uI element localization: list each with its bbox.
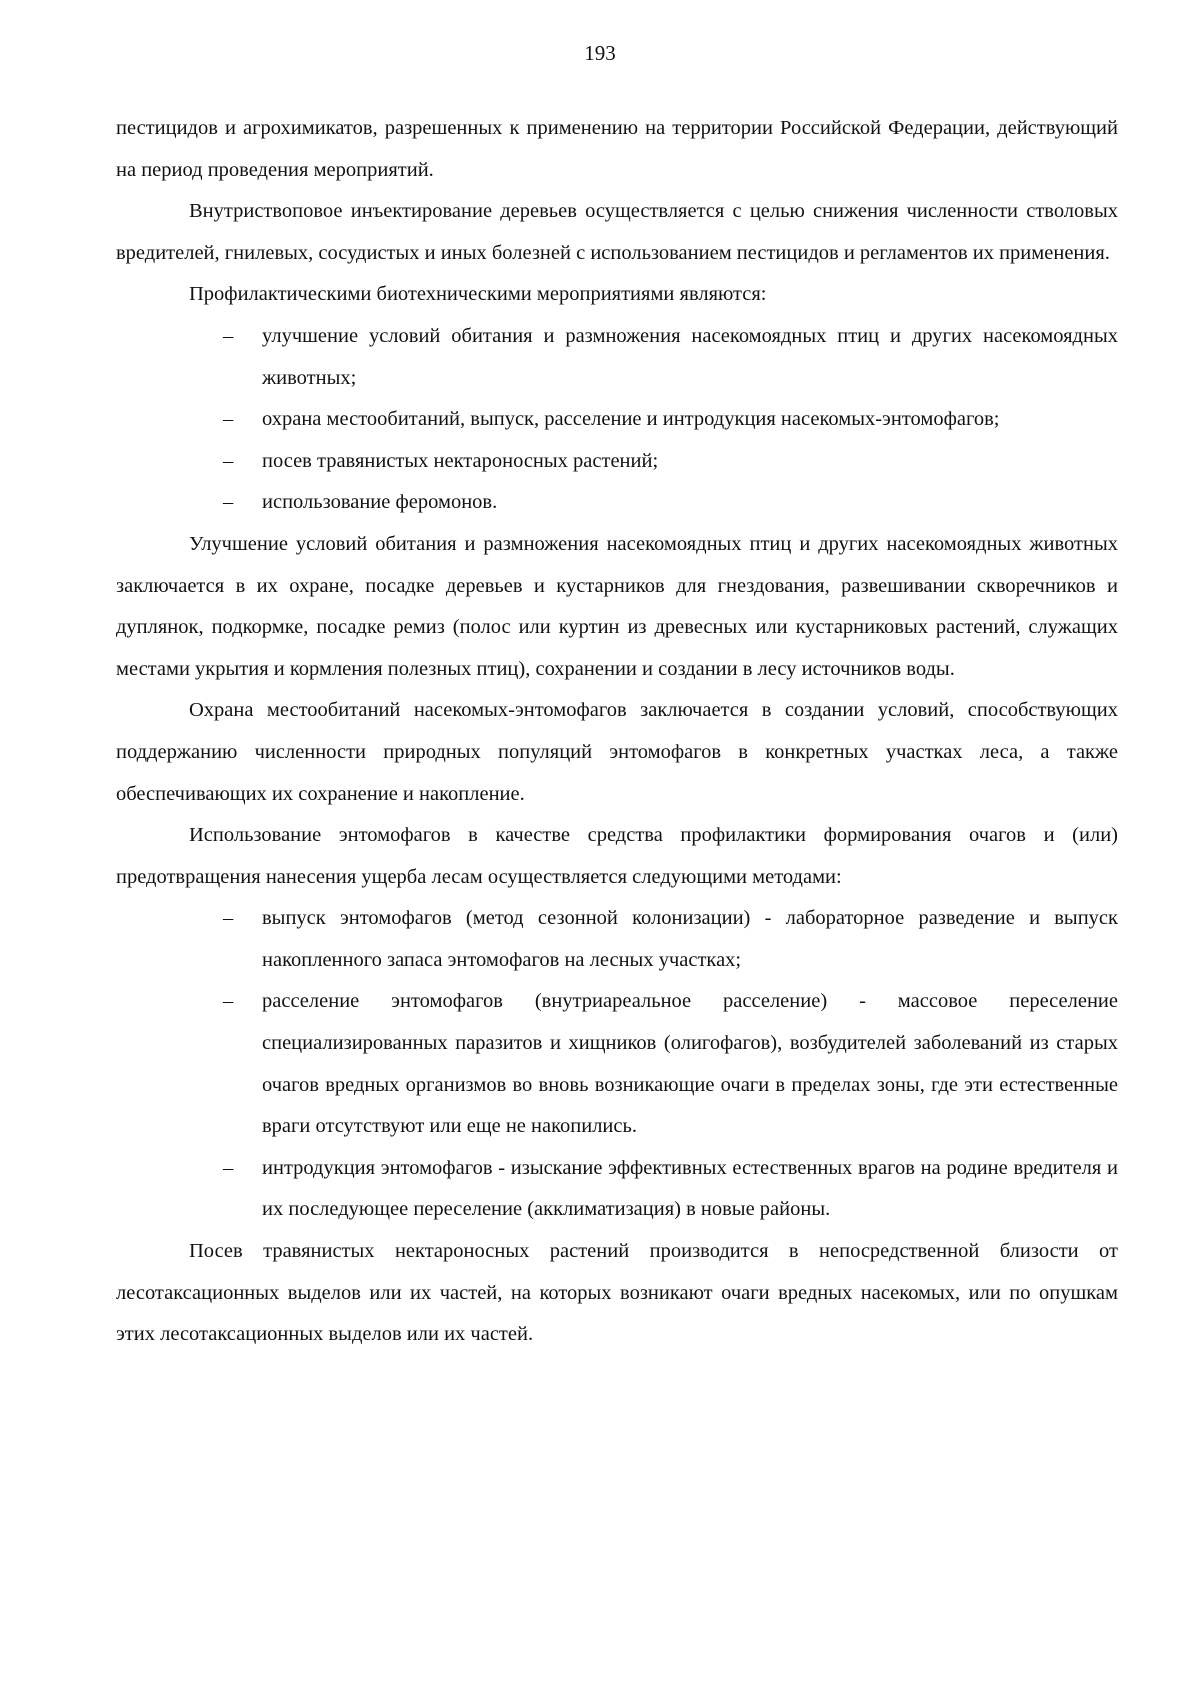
paragraph: Посев травянистых нектароносных растений производится в непосредственной близости от лесотаксационных выделов или их частей, на которых возникают очаги вредных насекомых, или по опушкам этих лесотаксационных выделов или их частей.	[116, 1240, 1118, 1346]
paragraph: Улучшение условий обитания и размножения насекомоядных птиц и других насекомоядных животных заключается в их охране, посадке деревьев и кустарников для гнездования, развешивании скворечников и дуплянок, подкормке, посадке ремиз (полос или куртин из древесных или кустарниковых растений, служащих местами укрытия и кормления полезных птиц), сохранении и создании в лесу источников воды.	[116, 532, 1118, 680]
page-body	[116, 108, 1118, 1356]
list-item-text: улучшение условий обитания и размножения насекомоядных птиц и других насекомоядных животных;	[262, 324, 1118, 389]
dash-marker: –	[223, 1156, 234, 1179]
paragraph: Профилактическими биотехническими мероприятиями являются:	[189, 283, 767, 306]
dash-marker: –	[223, 324, 234, 347]
list-item	[116, 482, 1118, 524]
dash-marker: –	[223, 907, 234, 930]
dash-marker: –	[223, 491, 234, 514]
list-item	[116, 898, 1118, 981]
paragraph: Внутриствоповое инъектирование деревьев осуществляется с целью снижения численности стволовых вредителей, гнилевых, сосудистых и иных болезней с использованием пестицидов и регламентов их применения.	[116, 200, 1118, 264]
list-item-text: использование феромонов.	[262, 491, 498, 514]
list-item-text: выпуск энтомофагов (метод сезонной колонизации) - лабораторное разведение и выпуск накопленного запаса энтомофагов на лесных участках;	[262, 907, 1118, 971]
dash-marker: –	[223, 990, 234, 1013]
list-item	[116, 1148, 1118, 1231]
list-item	[116, 399, 1118, 441]
list-item	[116, 316, 1118, 399]
list-item-text: посев травянистых нектароносных растений;	[262, 449, 659, 472]
list-item-text: охрана местообитаний, выпуск, расселение и интродукция насекомых-энтомофагов;	[262, 408, 1000, 431]
bullet-list	[116, 316, 1118, 524]
paragraph: пестицидов и агрохимикатов, разрешенных к применению на территории Российской Федерации, действующий на период проведения мероприятий.	[116, 117, 1118, 181]
bullet-list	[116, 898, 1118, 1231]
page-number: 193	[584, 41, 616, 65]
list-item	[116, 981, 1118, 1147]
paragraph: Использование энтомофагов в качестве средства профилактики формирования очагов и (или) предотвращения нанесения ущерба лесам осуществляется следующими методами:	[116, 824, 1118, 888]
list-item-text: интродукция энтомофагов - изыскание эффективных естественных врагов на родине вредителя и их последующее переселение (акклиматизация) в новые районы.	[262, 1156, 1118, 1221]
dash-marker: –	[223, 449, 234, 472]
list-item-text: расселение энтомофагов (внутриареальное расселение) - массовое переселение специализированных паразитов и хищников (олигофагов), возбудителей заболеваний из старых очагов вредных организмов во вновь возникающие очаги в пределах зоны, где эти естественные враги отсутствуют или еще не накопились.	[262, 990, 1118, 1138]
list-item	[116, 441, 1118, 483]
paragraph: Охрана местообитаний насекомых-энтомофагов заключается в создании условий, способствующих поддержанию численности природных популяций энтомофагов в конкретных участках леса, а также обеспечивающих их сохранение и накопление.	[116, 699, 1118, 805]
dash-marker: –	[223, 408, 234, 431]
